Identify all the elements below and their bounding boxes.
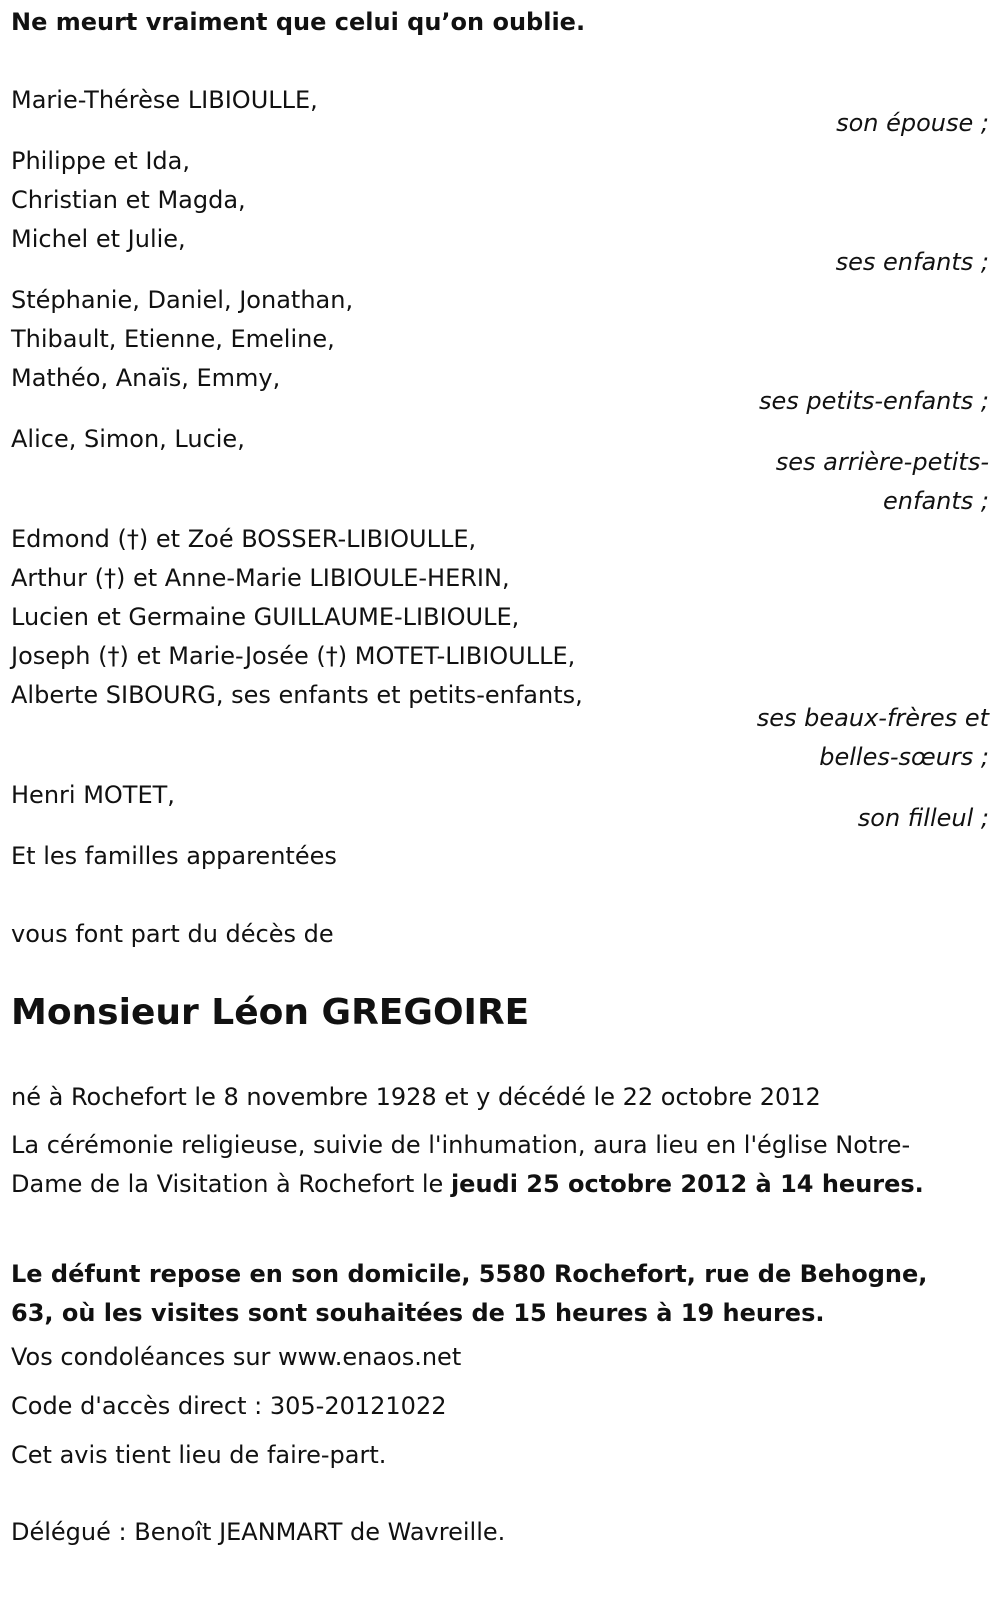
family-relation: enfants ;: [883, 487, 989, 515]
ceremony-text: La cérémonie religieuse, suivie de l'inhumation, aura lieu en l'église Notre-Dame de la Visitation à Rochefort le: [11, 1131, 911, 1198]
family-relation: son filleul ;: [857, 804, 989, 832]
family-name: Thibault, Etienne, Emeline,: [11, 325, 335, 353]
family-name: Alberte SIBOURG, ses enfants et petits-enfants,: [11, 681, 583, 709]
family-relation: ses enfants ;: [835, 248, 989, 276]
family-name: Stéphanie, Daniel, Jonathan,: [11, 286, 354, 314]
delegate: Délégué : Benoît JEANMART de Wavreille.: [11, 1518, 506, 1546]
access-code: Code d'accès direct : 305-20121022: [11, 1392, 447, 1420]
family-name: Marie-Thérèse LIBIOULLE,: [11, 86, 318, 114]
epigraph: Ne meurt vraiment que celui qu’on oublie.: [11, 8, 586, 36]
family-name: Mathéo, Anaïs, Emmy,: [11, 364, 281, 392]
family-name: Henri MOTET,: [11, 781, 175, 809]
deceased-name: Monsieur Léon GREGOIRE: [11, 992, 530, 1033]
condolences: Vos condoléances sur www.enaos.net: [11, 1343, 462, 1371]
visitation: Le défunt repose en son domicile, 5580 Rochefort, rue de Behogne, 63, où les visites sont souhaitées de 15 heures à 19 heures.: [11, 1260, 928, 1327]
family-name: Et les familles apparentées: [11, 842, 337, 870]
family-name: Arthur (†) et Anne-Marie LIBIOULE-HERIN,: [11, 564, 510, 592]
family-relation: ses arrière-petits-: [775, 448, 989, 476]
family-name: Alice, Simon, Lucie,: [11, 425, 245, 453]
family-relation: belles-sœurs ;: [819, 743, 989, 771]
family-name: Christian et Magda,: [11, 186, 246, 214]
notice: Cet avis tient lieu de faire-part.: [11, 1441, 387, 1469]
family-name: Philippe et Ida,: [11, 147, 191, 175]
ceremony: [11, 1126, 971, 1204]
family-name: Lucien et Germaine GUILLAUME-LIBIOULE,: [11, 603, 520, 631]
family-relation: ses beaux-frères et: [756, 704, 989, 732]
family-name: Joseph (†) et Marie-Josée (†) MOTET-LIBIOULLE,: [11, 642, 576, 670]
family-relation: son épouse ;: [836, 109, 989, 137]
ceremony-date: jeudi 25 octobre 2012 à 14 heures.: [450, 1170, 924, 1198]
family-name: Michel et Julie,: [11, 225, 186, 253]
announcement: vous font part du décès de: [11, 920, 334, 948]
family-relation: ses petits-enfants ;: [758, 387, 989, 415]
family-name: Edmond (†) et Zoé BOSSER-LIBIOULLE,: [11, 525, 477, 553]
birth-death: né à Rochefort le 8 novembre 1928 et y décédé le 22 octobre 2012: [11, 1083, 821, 1111]
